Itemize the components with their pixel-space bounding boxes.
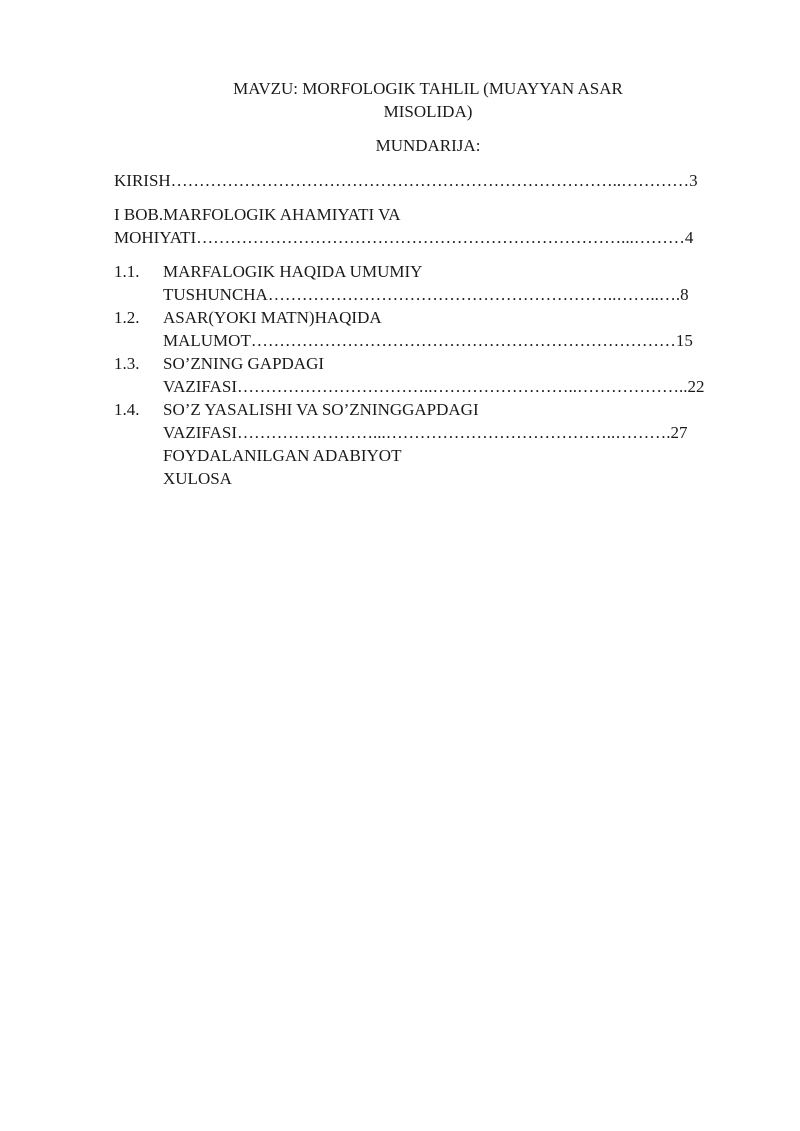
toc-entry-1-1-line-2: TUSHUNCHA……………………………………………………..……..….8 xyxy=(163,285,689,304)
document-title-line-2: MISOLIDA) xyxy=(383,102,473,121)
toc-section-number: 1.3. xyxy=(114,354,140,373)
toc-entry-1-3-line-2: VAZIFASI……………………………..……………………..………………..22 xyxy=(163,377,705,396)
document-title-line-1: MAVZU: MORFOLOGIK TAHLIL (MUAYYAN ASAR xyxy=(233,79,623,98)
toc-entry-1-4-line-1: SO’Z YASALISHI VA SO’ZNINGGAPDAGI xyxy=(163,400,479,419)
toc-entry-1-3-line-1: SO’ZNING GAPDAGI xyxy=(163,354,325,373)
toc-entry-1-2-line-1: ASAR(YOKI MATN)HAQIDA xyxy=(163,308,382,327)
toc-entry-1-2-line-2: MALUMOT…………………………………………………………………15 xyxy=(163,331,693,350)
toc-section-number: 1.4. xyxy=(114,400,140,419)
toc-entry-bob1-line-1: I BOB.MARFOLOGIK AHAMIYATI VA xyxy=(114,205,401,224)
toc-entry-bob1-line-2: MOHIYATI…………………………………………………………………...………4 xyxy=(114,228,694,247)
toc-entry-1-1-line-1: MARFALOGIK HAQIDA UMUMIY xyxy=(163,262,423,281)
toc-entry-1-4-line-2: VAZIFASI……………………...…………………………………..……….27 xyxy=(163,423,688,442)
toc-section-number: 1.1. xyxy=(114,262,140,281)
toc-entry-kirish: KIRISH……………………………………………………………………..…………3 xyxy=(114,171,698,190)
toc-entry-adabiyot: FOYDALANILGAN ADABIYOT xyxy=(163,446,402,465)
toc-entry-xulosa: XULOSA xyxy=(163,469,232,488)
toc-section-number: 1.2. xyxy=(114,308,140,327)
contents-heading: MUNDARIJA: xyxy=(375,136,481,155)
